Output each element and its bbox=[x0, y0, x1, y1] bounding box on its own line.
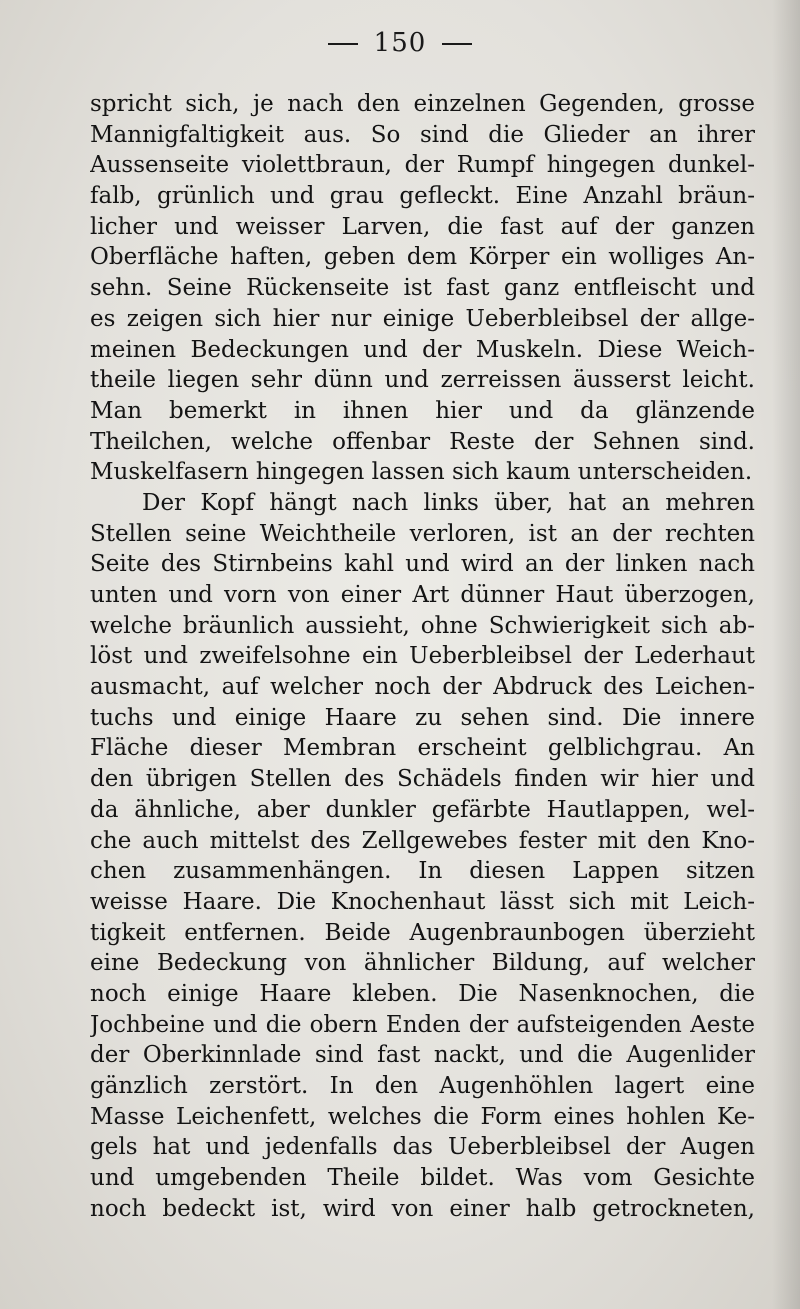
text-line: ausmacht, auf welcher noch der Abdruck des Leichen- bbox=[90, 674, 755, 701]
text-line: Fläche dieser Membran erscheint gelblichgrau. An bbox=[90, 735, 755, 762]
text-line: meinen Bedeckungen und der Muskeln. Diese Weich- bbox=[90, 336, 755, 363]
body-text bbox=[90, 89, 755, 1224]
text-line: spricht sich, je nach den einzelnen Gegenden, grosse bbox=[90, 91, 755, 117]
page-number: 150 bbox=[373, 28, 427, 58]
text-line: den übrigen Stellen des Schädels finden wir hier und bbox=[90, 766, 755, 793]
text-line: Mannigfaltigkeit aus. So sind die Glieder an ihrer bbox=[90, 121, 755, 148]
header-dash-right bbox=[442, 43, 472, 45]
text-line: chen zusammenhängen. In diesen Lappen sitzen bbox=[90, 858, 755, 885]
text-line: Theilchen, welche offenbar Reste der Sehnen sind. bbox=[90, 428, 755, 455]
text-line: Aussenseite violettbraun, der Rumpf hingegen dunkel- bbox=[90, 152, 755, 179]
text-line: löst und zweifelsohne ein Ueberbleibsel der Lederhaut bbox=[90, 643, 755, 670]
text-line: Muskelfasern hingegen lassen sich kaum unterscheiden. bbox=[90, 459, 753, 486]
text-line: che auch mittelst des Zellgewebes fester mit den Kno- bbox=[90, 827, 755, 854]
text-line: theile liegen sehr dünn und zerreissen äusserst leicht. bbox=[90, 367, 755, 394]
page-edge-shadow bbox=[772, 0, 800, 1309]
text-line: Der Kopf hängt nach links über, hat an mehren bbox=[142, 489, 755, 516]
text-line: da ähnliche, aber dunkler gefärbte Hautlappen, wel- bbox=[90, 796, 755, 823]
text-line: der Oberkinnlade sind fast nackt, und die Augenlider bbox=[90, 1042, 755, 1069]
text-line: tuchs und einige Haare zu sehen sind. Die innere bbox=[90, 704, 755, 731]
text-line: licher und weisser Larven, die fast auf der ganzen bbox=[90, 213, 755, 240]
text-line: sehn. Seine Rückenseite ist fast ganz entfleischt und bbox=[90, 275, 755, 302]
text-line: noch bedeckt ist, wird von einer halb getrockneten, bbox=[90, 1195, 755, 1222]
text-line: welche bräunlich aussieht, ohne Schwierigkeit sich ab- bbox=[90, 612, 755, 639]
text-line: noch einige Haare kleben. Die Nasenknochen, die bbox=[90, 980, 755, 1007]
text-line: Oberfläche haften, geben dem Körper ein wolliges An- bbox=[90, 244, 755, 271]
text-line: gels hat und jedenfalls das Ueberbleibsel der Augen bbox=[90, 1134, 755, 1161]
text-line: Jochbeine und die obern Enden der aufsteigenden Aeste bbox=[90, 1011, 755, 1038]
text-line: tigkeit entfernen. Beide Augenbraunbogen überzieht bbox=[90, 919, 755, 946]
text-line: und umgebenden Theile bildet. Was vom Gesichte bbox=[90, 1165, 755, 1192]
text-line: eine Bedeckung von ähnlicher Bildung, auf welcher bbox=[90, 950, 755, 977]
text-line: Man bemerkt in ihnen hier und da glänzende bbox=[90, 397, 755, 424]
text-line: Masse Leichenfett, welches die Form eines hohlen Ke- bbox=[90, 1103, 755, 1130]
text-line: es zeigen sich hier nur einige Ueberbleibsel der allge- bbox=[90, 305, 755, 332]
text-line: Seite des Stirnbeins kahl und wird an der linken nach bbox=[90, 551, 755, 578]
text-line: unten und vorn von einer Art dünner Haut überzogen, bbox=[90, 582, 755, 608]
text-line: falb, grünlich und grau gefleckt. Eine Anzahl bräun- bbox=[90, 183, 755, 210]
header-dash-left bbox=[328, 43, 358, 45]
text-line: weisse Haare. Die Knochenhaut lässt sich mit Leich- bbox=[90, 888, 755, 915]
text-line: Stellen seine Weichtheile verloren, ist an der rechten bbox=[90, 520, 755, 547]
page-header bbox=[0, 28, 800, 58]
text-line: gänzlich zerstört. In den Augenhöhlen lagert eine bbox=[90, 1073, 755, 1099]
